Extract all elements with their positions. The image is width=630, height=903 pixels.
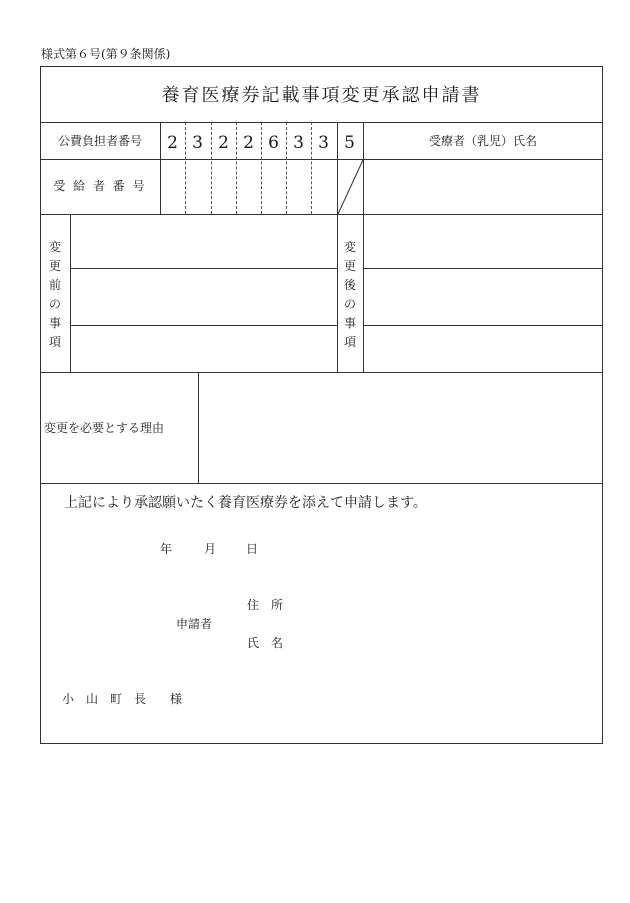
payer-digit: 2 (167, 133, 178, 153)
payer-digit: 2 (218, 133, 229, 153)
name-label: 氏 名 (247, 636, 284, 650)
date-month-label: 月 (204, 542, 217, 556)
divider (40, 372, 603, 373)
date-year-label: 年 (160, 542, 173, 556)
payer-digit: 2 (243, 133, 254, 153)
slash-mark (337, 159, 364, 215)
patient-name-label: 受療者（乳児）氏名 (428, 134, 537, 148)
divider (40, 159, 603, 160)
divider (40, 122, 603, 123)
divider (40, 483, 603, 484)
form-frame (40, 66, 603, 744)
divider (198, 372, 199, 483)
public-payer-label: 公費負担者番号 (57, 134, 142, 148)
address-label: 住 所 (247, 598, 284, 612)
recipient-number-label: 受 給 者 番 号 (53, 179, 147, 193)
divider (40, 214, 603, 215)
addressee: 小 山 町 長 様 (62, 692, 183, 706)
applicant-label: 申請者 (176, 617, 213, 631)
payer-digit: 3 (318, 133, 329, 153)
form-title: 養育医療券記載事項変更承認申請書 (161, 85, 482, 106)
reason-label: 変更を必要とする理由 (44, 421, 165, 435)
payer-digit: 6 (268, 133, 279, 153)
date-day-label: 日 (246, 542, 259, 556)
form-number: 様式第６号(第９条関係) (41, 47, 171, 61)
divider (70, 268, 337, 269)
divider (363, 268, 603, 269)
payer-digit: 3 (192, 133, 203, 153)
divider (70, 325, 337, 326)
payer-digit: 5 (344, 133, 355, 153)
before-change-label: 変 更 前 の 事 項 (48, 240, 61, 349)
divider (363, 325, 603, 326)
payer-digit: 3 (293, 133, 304, 153)
after-change-label: 変 更 後 の 事 項 (343, 240, 356, 349)
application-statement: 上記により承認願いたく養育医療券を添えて申請します。 (64, 495, 427, 511)
divider (70, 214, 71, 372)
